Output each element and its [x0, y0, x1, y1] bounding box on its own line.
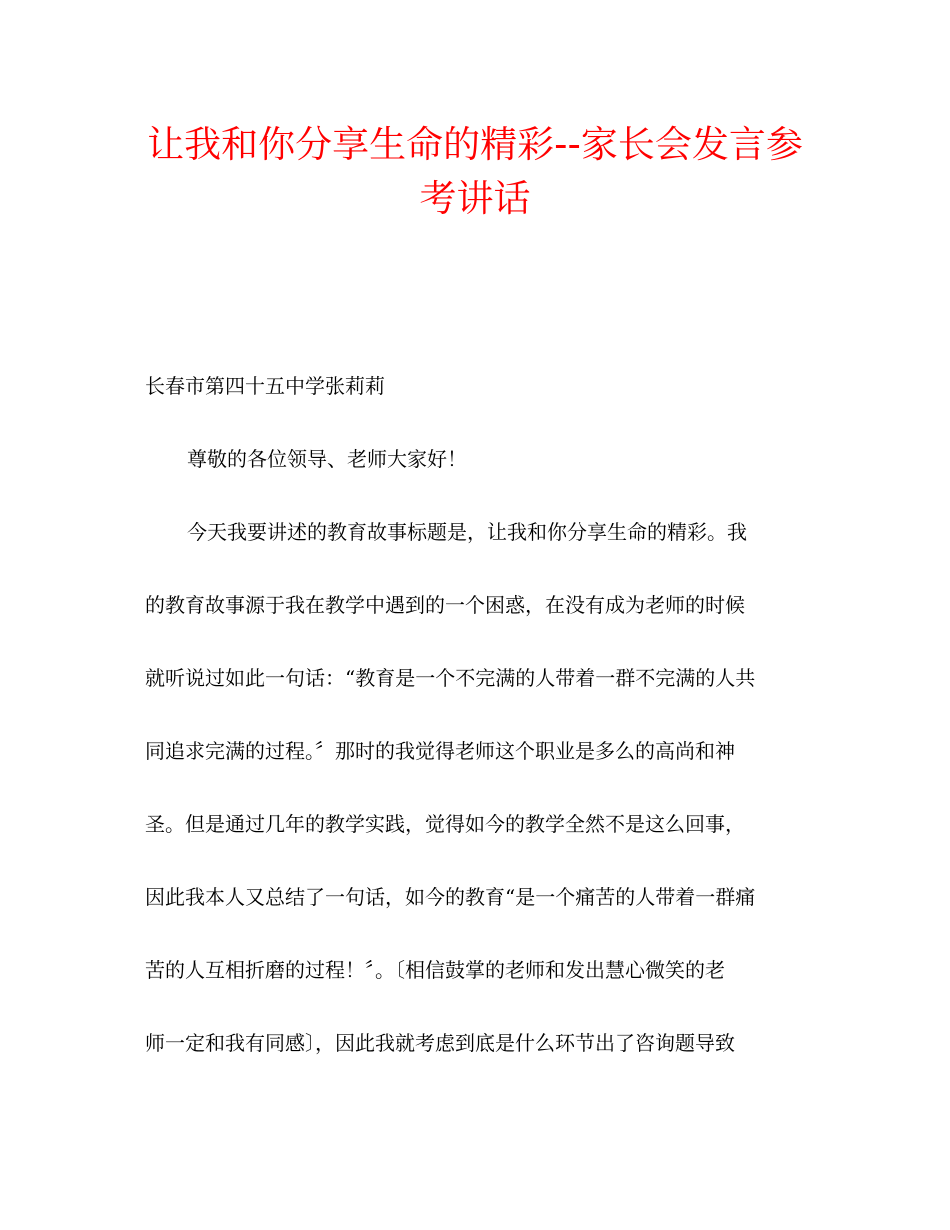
- paragraph-line: 苦的人互相折磨的过程！〞。〔相信鼓掌的老师和发出慧心微笑的老: [145, 958, 725, 982]
- paragraph-line: 的教育故事源于我在教学中遇到的一个困惑，在没有成为老师的时候: [145, 593, 745, 617]
- paragraph-line: 就听说过如此一句话：“教育是一个不完满的人带着一群不完满的人共: [145, 666, 756, 690]
- author-line: 长春市第四十五中学张莉莉: [145, 374, 385, 398]
- paragraph-line: 圣。但是通过几年的教学实践，觉得如今的教学全然不是这么回事，: [145, 812, 745, 836]
- paragraph-line: 今天我要讲述的教育故事标题是，让我和你分享生命的精彩。我: [187, 520, 747, 544]
- paragraph-line: 因此我本人又总结了一句话，如今的教育“是一个痛苦的人带着一群痛: [145, 885, 756, 909]
- greeting-line: 尊敬的各位领导、老师大家好！: [187, 447, 467, 471]
- document-title: 让我和你分享生命的精彩--家长会发言参考讲话: [147, 123, 803, 220]
- paragraph-line: 师一定和我有同感〕，因此我就考虑到底是什么环节出了咨询题导致: [145, 1031, 735, 1055]
- paragraph-line: 同追求完满的过程。〞那时的我觉得老师这个职业是多么的高尚和神: [145, 739, 735, 763]
